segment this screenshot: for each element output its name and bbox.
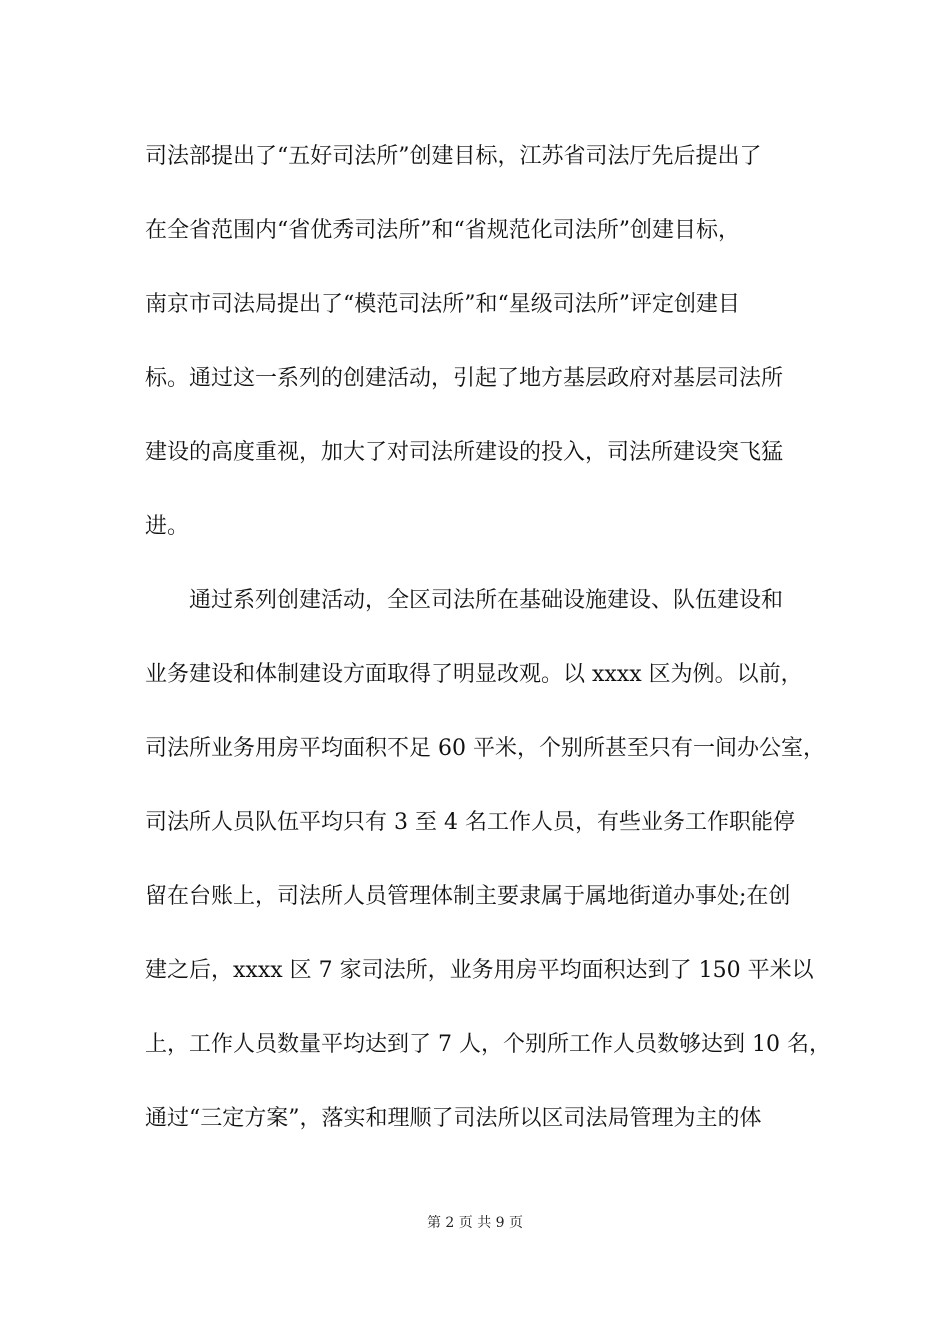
text-line: 进。 bbox=[145, 514, 190, 539]
text-line: 在全省范围内“省优秀司法所”和“省规范化司法所”创建目标， bbox=[145, 218, 740, 243]
text-line: 留在台账上，司法所人员管理体制主要隶属于属地街道办事处;在创 bbox=[145, 884, 791, 909]
text-line: 上，工作人员数量平均达到了 7 人，个别所工作人员数够达到 10 名， bbox=[145, 1032, 831, 1057]
text-line: 通过“三定方案”，落实和理顺了司法所以区司法局管理为主的体 bbox=[145, 1106, 762, 1131]
paragraph-start-line: 通过系列创建活动，全区司法所在基础设施建设、队伍建设和 bbox=[189, 588, 784, 613]
text-line: 司法所人员队伍平均只有 3 至 4 名工作人员，有些业务工作职能停 bbox=[145, 810, 795, 835]
text-line: 建设的高度重视，加大了对司法所建设的投入，司法所建设突飞猛 bbox=[145, 440, 784, 465]
text-line: 建之后，xxxx 区 7 家司法所，业务用房平均面积达到了 150 平米以 bbox=[145, 958, 814, 983]
text-line: 标。通过这一系列的创建活动，引起了地方基层政府对基层司法所 bbox=[145, 366, 784, 391]
text-line: 南京市司法局提出了“模范司法所”和“星级司法所”评定创建目 bbox=[145, 292, 740, 317]
page-footer: 第 2 页 共 9 页 bbox=[426, 1215, 524, 1231]
body-text bbox=[145, 140, 831, 1176]
text-line: 司法部提出了“五好司法所”创建目标，江苏省司法厅先后提出了 bbox=[145, 144, 762, 169]
text-line: 司法所业务用房平均面积不足 60 平米，个别所甚至只有一间办公室， bbox=[145, 736, 825, 761]
text-line: 业务建设和体制建设方面取得了明显改观。以 xxxx 区为例。以前， bbox=[145, 662, 803, 687]
